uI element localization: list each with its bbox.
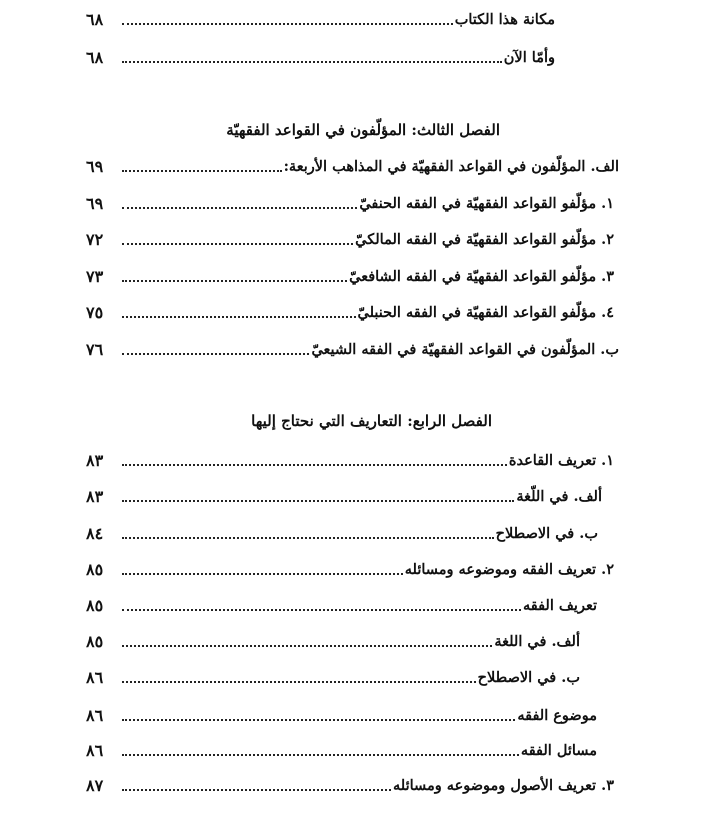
toc-entry-title: الف. المؤلّفون في القواعد الفقهيّة في المذاهب الأربعة: xyxy=(283,158,619,175)
dot-leader xyxy=(122,316,356,318)
dot-leader xyxy=(122,537,494,539)
toc-entry[interactable] xyxy=(86,222,614,250)
toc-entry-title: ٢. مؤلّفو القواعد الفقهيّة في الفقه المالكيّ xyxy=(355,231,614,248)
toc-entry-title: ١. مؤلّفو القواعد الفقهيّة في الفقه الحنفيّ xyxy=(359,195,614,212)
toc-entry-title: ١. تعريف القاعدة xyxy=(508,452,614,469)
toc-entry-title: ب. المؤلّفون في القواعد الفقهيّة في الفقه الشيعيّ xyxy=(311,341,619,358)
toc-entry[interactable] xyxy=(86,40,555,68)
toc-entry[interactable] xyxy=(86,186,614,214)
toc-entry[interactable] xyxy=(86,2,555,30)
toc-entry-page: ٦٨ xyxy=(86,10,104,29)
toc-entry-page: ٨٦ xyxy=(86,706,104,725)
toc-entry[interactable] xyxy=(86,768,614,796)
toc-entry-title: ٣. تعريف الأصول وموضوعه ومسائله xyxy=(393,777,614,794)
dot-leader xyxy=(122,573,403,575)
dot-leader xyxy=(122,61,502,63)
dot-leader xyxy=(122,681,476,683)
dot-leader xyxy=(122,23,453,25)
dot-leader xyxy=(122,207,357,209)
toc-entry[interactable] xyxy=(86,698,597,726)
toc-entry[interactable] xyxy=(86,624,580,652)
toc-entry-title: ب. في الاصطلاح xyxy=(495,525,598,542)
dot-leader xyxy=(122,500,514,502)
dot-leader xyxy=(122,789,391,791)
toc-entry[interactable] xyxy=(86,295,614,323)
toc-entry-page: ٨٥ xyxy=(86,560,104,579)
toc-entry-page: ٦٩ xyxy=(86,157,104,176)
toc-entry[interactable] xyxy=(86,479,602,507)
dot-leader xyxy=(122,170,282,172)
toc-entry-title: ألف. في اللغة xyxy=(494,633,580,650)
toc-entry-page: ٨٥ xyxy=(86,596,104,615)
toc-entry-page: ٨٦ xyxy=(86,741,104,760)
toc-entry[interactable] xyxy=(86,588,597,616)
toc-entry-page: ٧٢ xyxy=(86,230,104,249)
toc-entry[interactable] xyxy=(86,332,619,360)
toc-entry[interactable] xyxy=(86,660,580,688)
chapter-heading: الفصل الرابع: التعاريف التي نحتاج إليها xyxy=(251,412,492,430)
toc-entry-title: تعريف الفقه xyxy=(522,597,597,614)
toc-entry[interactable] xyxy=(86,733,597,761)
toc-entry-title: ب. في الاصطلاح xyxy=(477,669,580,686)
toc-entry-page: ٦٩ xyxy=(86,194,104,213)
toc-entry-page: ٨٥ xyxy=(86,632,104,651)
toc-entry-title: موضوع الفقه xyxy=(517,707,597,724)
dot-leader xyxy=(122,280,347,282)
toc-entry-page: ٧٦ xyxy=(86,340,104,359)
toc-entry-page: ٨٧ xyxy=(86,776,104,795)
dot-leader xyxy=(122,243,353,245)
toc-entry[interactable] xyxy=(86,149,619,177)
toc-entry-page: ٨٣ xyxy=(86,487,104,506)
toc-entry-title: ألف. في اللّغة xyxy=(516,488,602,505)
dot-leader xyxy=(122,754,519,756)
dot-leader xyxy=(122,609,521,611)
toc-entry-title: مكانة هذا الكتاب xyxy=(454,11,555,28)
toc-entry-page: ٨٦ xyxy=(86,668,104,687)
toc-entry-title: مسائل الفقه xyxy=(520,742,597,759)
toc-entry-title: ٣. مؤلّفو القواعد الفقهيّة في الفقه الشافعيّ xyxy=(349,268,614,285)
chapter-heading: الفصل الثالث: المؤلّفون في القواعد الفقهيّة xyxy=(226,121,500,139)
toc-entry-page: ٦٨ xyxy=(86,48,104,67)
toc-entry[interactable] xyxy=(86,516,598,544)
toc-entry-page: ٧٥ xyxy=(86,303,104,322)
toc-entry[interactable] xyxy=(86,443,614,471)
toc-entry-title: ٢. تعريف الفقه وموضوعه ومسائله xyxy=(404,561,614,578)
dot-leader xyxy=(122,353,309,355)
toc-entry-page: ٨٤ xyxy=(86,524,104,543)
dot-leader xyxy=(122,464,507,466)
toc-entry[interactable] xyxy=(86,259,614,287)
dot-leader xyxy=(122,719,515,721)
toc-entry-page: ٧٣ xyxy=(86,267,104,286)
toc-entry[interactable] xyxy=(86,552,614,580)
dot-leader xyxy=(122,645,492,647)
toc-entry-page: ٨٣ xyxy=(86,451,104,470)
toc-entry-title: ٤. مؤلّفو القواعد الفقهيّة في الفقه الحنبليّ xyxy=(357,304,614,321)
toc-entry-title: وأمّا الآن xyxy=(503,49,555,66)
